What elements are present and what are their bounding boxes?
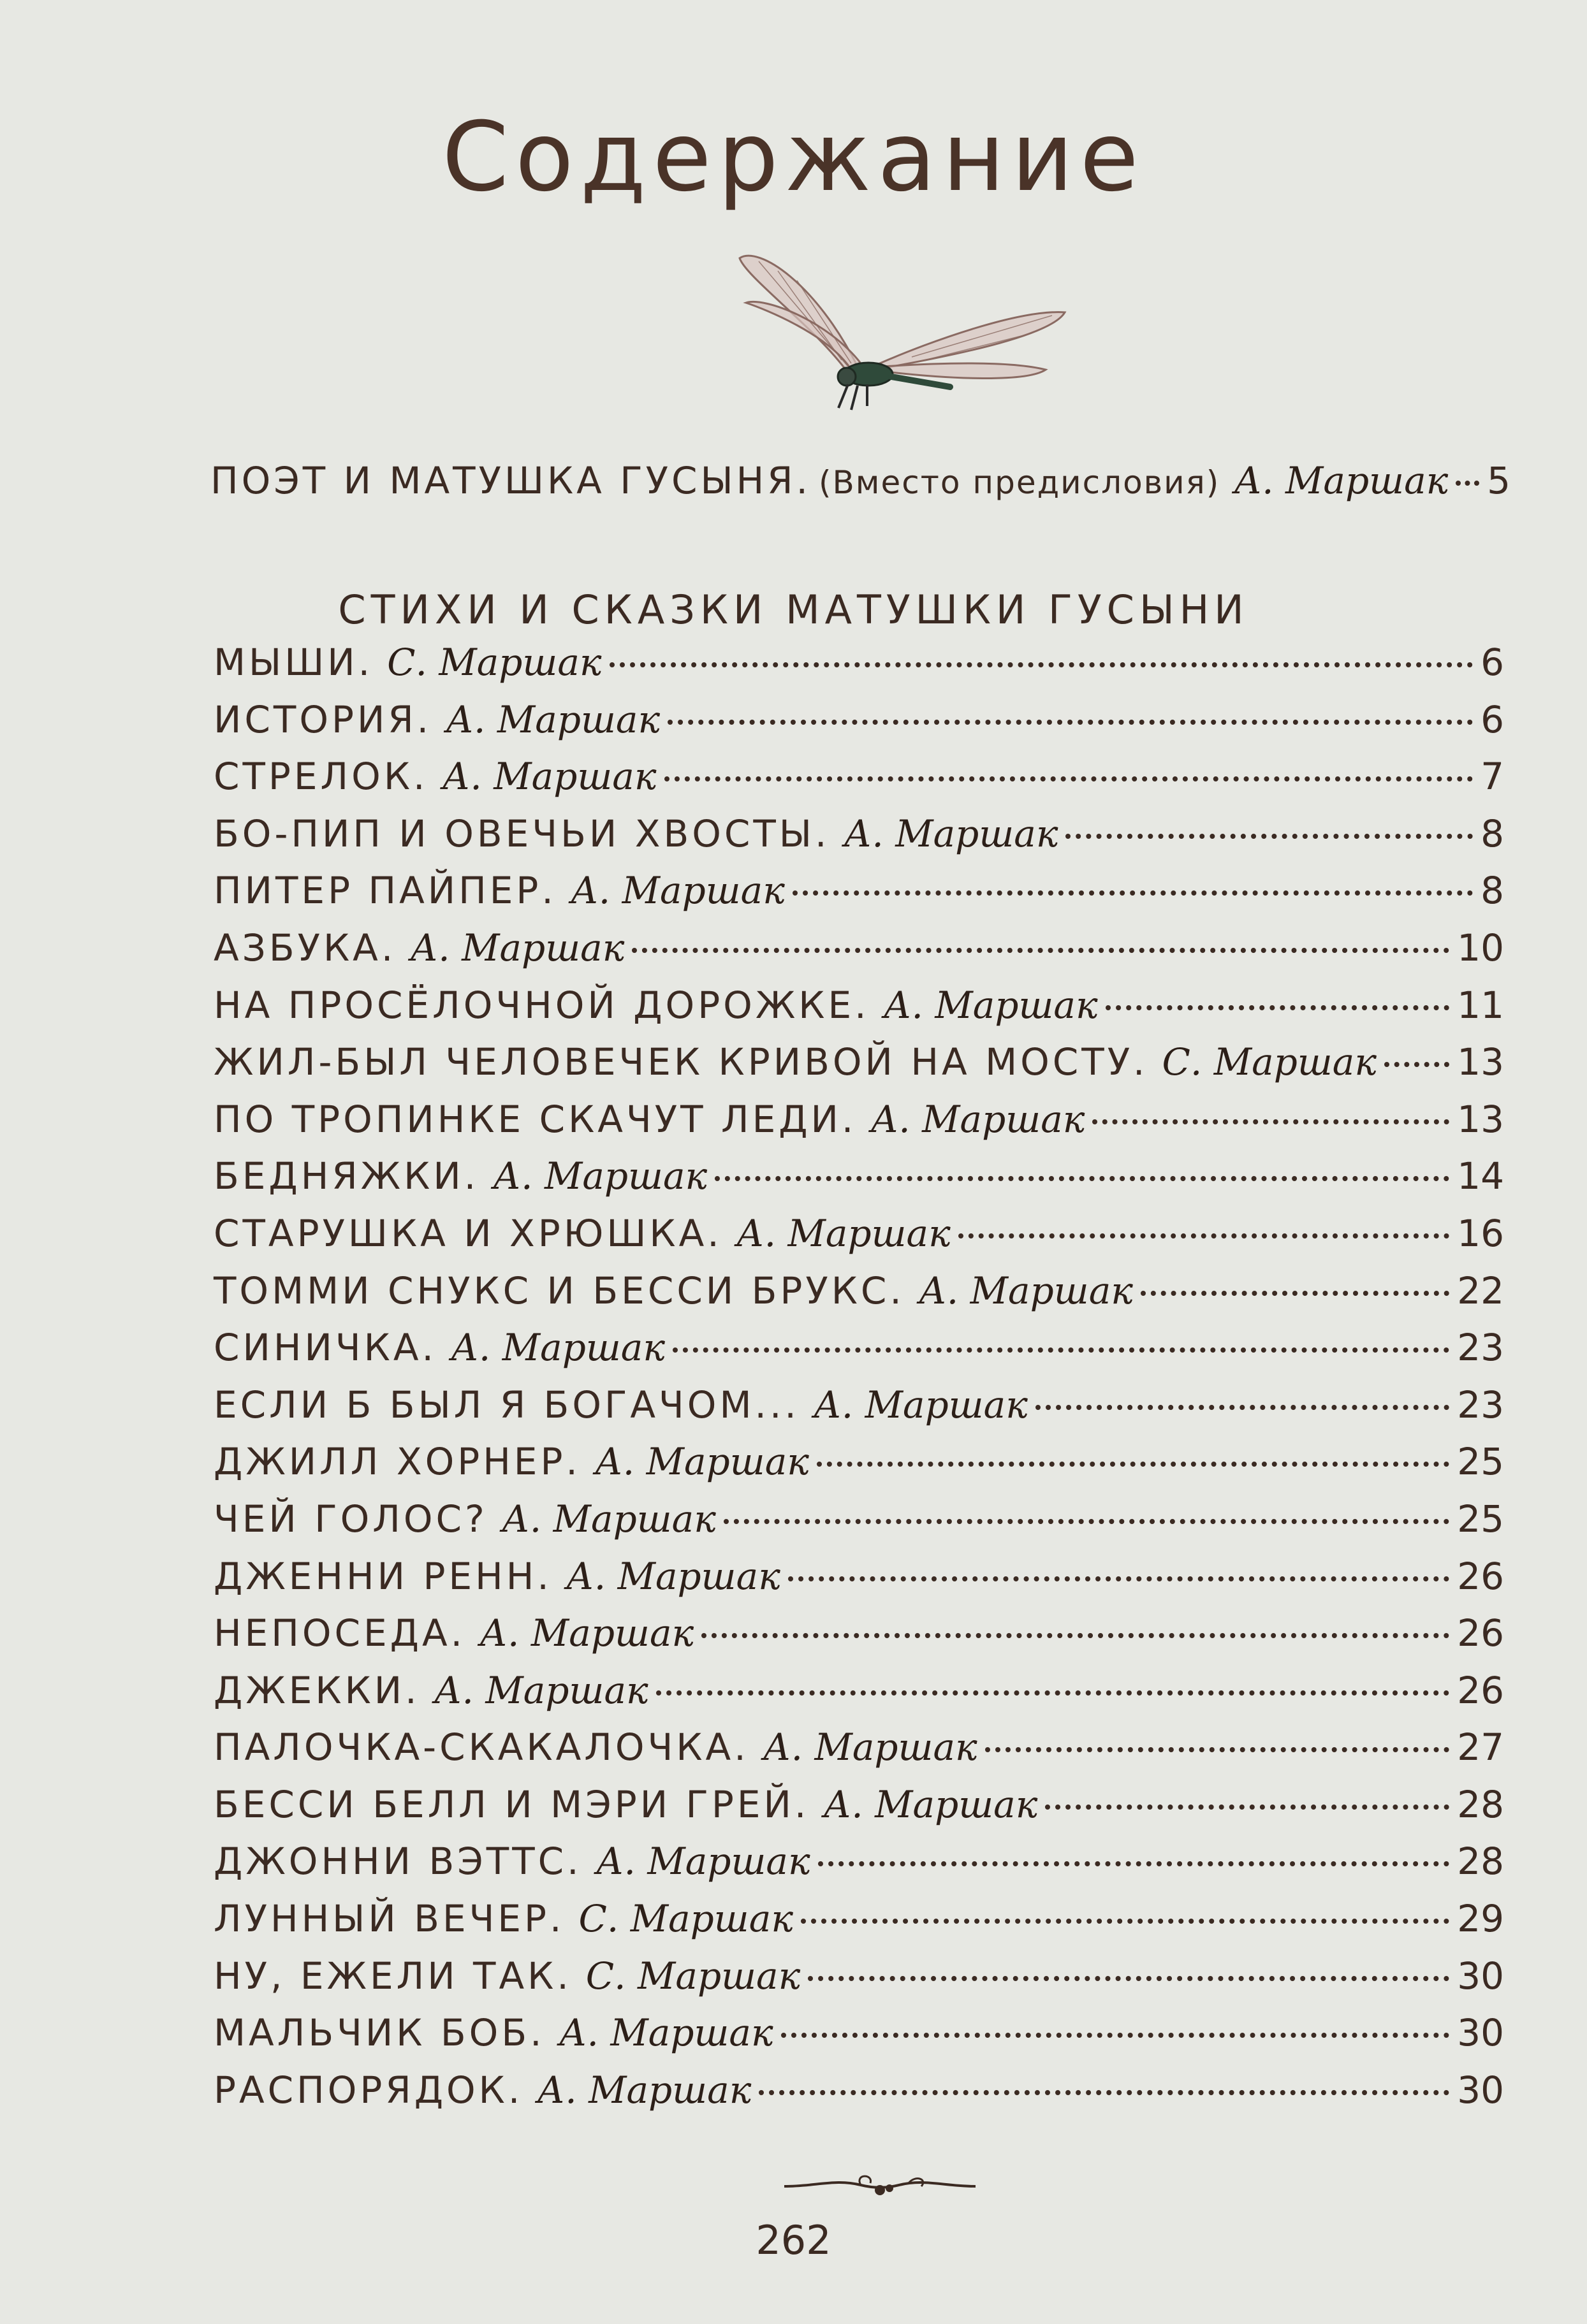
entry-page-number: 14 bbox=[1457, 1154, 1504, 1198]
entry-page-number: 8 bbox=[1481, 811, 1504, 855]
entry-title: РАСПОРЯДОК. bbox=[214, 2068, 523, 2112]
entry-author: А. Маршак bbox=[570, 869, 785, 913]
entry-author: А. Маршак bbox=[501, 1497, 716, 1541]
entry-title: НЕПОСЕДА. bbox=[214, 1611, 466, 1655]
entry-page-number: 26 bbox=[1457, 1554, 1504, 1598]
entry-page-number: 25 bbox=[1457, 1497, 1504, 1541]
dot-leader bbox=[801, 1919, 1449, 1924]
toc-entry bbox=[214, 1440, 1504, 1497]
dot-leader bbox=[610, 662, 1474, 667]
dot-leader bbox=[1045, 1805, 1449, 1810]
section-title: СТИХИ И СКАЗКИ МАТУШКИ ГУСЫНИ bbox=[338, 586, 1249, 633]
dot-leader bbox=[664, 776, 1474, 781]
dot-leader bbox=[817, 1462, 1449, 1467]
toc-list bbox=[214, 641, 1504, 2125]
entry-page-number: 11 bbox=[1457, 983, 1504, 1027]
intro-title: ПОЭТ И МАТУШКА ГУСЫНЯ. bbox=[210, 459, 811, 502]
entry-author: С. Маршак bbox=[578, 1897, 793, 1941]
toc-entry bbox=[214, 1669, 1504, 1726]
toc-entry bbox=[214, 755, 1504, 812]
dot-leader bbox=[781, 2033, 1450, 2038]
entry-title: ДЖИЛЛ ХОРНЕР. bbox=[214, 1440, 581, 1484]
entry-page-number: 6 bbox=[1481, 641, 1504, 684]
toc-entry bbox=[214, 1098, 1504, 1155]
dot-leader bbox=[632, 948, 1449, 953]
toc-entry bbox=[214, 1897, 1504, 1954]
entry-page-number: 29 bbox=[1457, 1897, 1504, 1941]
entry-title: НУ, ЕЖЕЛИ ТАК. bbox=[214, 1954, 572, 1998]
toc-entry bbox=[214, 698, 1504, 755]
entry-page-number: 30 bbox=[1457, 2011, 1504, 2055]
entry-title: ДЖЕККИ. bbox=[214, 1668, 420, 1712]
dot-leader bbox=[1092, 1119, 1449, 1124]
entry-author: А. Маршак bbox=[596, 1840, 810, 1884]
entry-title: БО-ПИП И ОВЕЧЬИ ХВОСТЫ. bbox=[214, 811, 830, 855]
toc-entry bbox=[214, 2011, 1504, 2068]
entry-page-number: 13 bbox=[1457, 1040, 1504, 1084]
entry-title: МЫШИ. bbox=[214, 641, 374, 684]
entry-title: ЕСЛИ Б БЫЛ Я БОГАЧОМ... bbox=[214, 1383, 800, 1427]
toc-entry bbox=[214, 1840, 1504, 1897]
entry-title: ЧЕЙ ГОЛОС? bbox=[214, 1497, 488, 1541]
toc-entry bbox=[214, 812, 1504, 869]
entry-author: А. Маршак bbox=[434, 1668, 648, 1712]
page-heading: Содержание bbox=[442, 102, 1145, 213]
dot-leader bbox=[818, 1861, 1450, 1866]
dot-leader bbox=[1384, 1062, 1449, 1067]
toc-entry bbox=[214, 1725, 1504, 1783]
entry-title: ПИТЕР ПАЙПЕР. bbox=[214, 869, 557, 913]
entry-page-number: 23 bbox=[1457, 1383, 1504, 1427]
entry-page-number: 26 bbox=[1457, 1668, 1504, 1712]
entry-title: ЛУННЫЙ ВЕЧЕР. bbox=[214, 1897, 565, 1941]
entry-author: А. Маршак bbox=[736, 1211, 951, 1255]
dot-leader bbox=[793, 890, 1473, 896]
toc-entry bbox=[214, 1383, 1504, 1441]
entry-author: А. Маршак bbox=[763, 1725, 977, 1769]
dot-leader bbox=[1035, 1405, 1449, 1410]
entry-page-number: 13 bbox=[1457, 1097, 1504, 1141]
dot-leader bbox=[1065, 834, 1473, 839]
dot-leader bbox=[1456, 481, 1479, 486]
dot-leader bbox=[759, 2090, 1449, 2095]
toc-entry bbox=[214, 1269, 1504, 1326]
entry-author: А. Маршак bbox=[410, 926, 625, 970]
entry-page-number: 22 bbox=[1457, 1268, 1504, 1312]
entry-title: АЗБУКА. bbox=[214, 926, 397, 970]
entry-page-number: 30 bbox=[1457, 2068, 1504, 2112]
toc-entry bbox=[214, 1954, 1504, 2012]
entry-page-number: 27 bbox=[1457, 1725, 1504, 1769]
toc-entry bbox=[214, 1040, 1504, 1098]
dot-leader bbox=[656, 1690, 1450, 1696]
entry-author: А. Маршак bbox=[870, 1097, 1085, 1141]
toc-entry bbox=[214, 926, 1504, 984]
intro-page-number: 5 bbox=[1487, 459, 1510, 502]
dot-leader bbox=[808, 1976, 1449, 1981]
intro-entry bbox=[210, 459, 1510, 529]
toc-entry bbox=[214, 869, 1504, 926]
toc-entry bbox=[214, 1212, 1504, 1269]
entry-page-number: 6 bbox=[1481, 697, 1504, 741]
entry-page-number: 26 bbox=[1457, 1611, 1504, 1655]
entry-title: СТАРУШКА И ХРЮШКА. bbox=[214, 1211, 722, 1255]
entry-author: А. Маршак bbox=[493, 1154, 708, 1198]
entry-author: А. Маршак bbox=[450, 1326, 665, 1370]
entry-page-number: 23 bbox=[1457, 1326, 1504, 1370]
intro-subtitle: (Вместо предисловия) bbox=[819, 464, 1220, 501]
entry-author: А. Маршак bbox=[559, 2011, 773, 2055]
entry-page-number: 10 bbox=[1457, 926, 1504, 970]
vine-ornament-icon bbox=[778, 2167, 982, 2205]
toc-entry bbox=[214, 1555, 1504, 1612]
entry-author: А. Маршак bbox=[918, 1268, 1133, 1312]
entry-title: ДЖЕННИ РЕНН. bbox=[214, 1554, 552, 1598]
entry-author: С. Маршак bbox=[387, 641, 602, 684]
entry-page-number: 28 bbox=[1457, 1782, 1504, 1826]
toc-entry bbox=[214, 1154, 1504, 1212]
dot-leader bbox=[701, 1633, 1449, 1638]
dot-leader bbox=[673, 1347, 1449, 1353]
toc-entry bbox=[214, 1497, 1504, 1555]
entry-page-number: 28 bbox=[1457, 1840, 1504, 1884]
entry-title: БЕДНЯЖКИ. bbox=[214, 1154, 479, 1198]
entry-title: СИНИЧКА. bbox=[214, 1326, 437, 1370]
entry-page-number: 25 bbox=[1457, 1440, 1504, 1484]
dot-leader bbox=[724, 1519, 1449, 1524]
toc-entry bbox=[214, 1611, 1504, 1669]
dragonfly-icon bbox=[720, 233, 1078, 418]
entry-author: А. Маршак bbox=[813, 1383, 1028, 1427]
dot-leader bbox=[1141, 1291, 1449, 1296]
toc-entry bbox=[214, 2068, 1504, 2126]
dot-leader bbox=[985, 1747, 1449, 1752]
dot-leader bbox=[668, 720, 1473, 725]
intro-author: А. Маршак bbox=[1234, 459, 1449, 502]
entry-page-number: 7 bbox=[1481, 755, 1504, 799]
toc-entry bbox=[214, 641, 1504, 698]
entry-author: А. Маршак bbox=[844, 811, 1058, 855]
entry-author: А. Маршак bbox=[442, 755, 657, 799]
entry-author: А. Маршак bbox=[479, 1611, 694, 1655]
entry-author: А. Маршак bbox=[566, 1554, 780, 1598]
page-number: 262 bbox=[756, 2217, 831, 2263]
entry-title: БЕССИ БЕЛЛ И МЭРИ ГРЕЙ. bbox=[214, 1782, 810, 1826]
entry-title: ТОММИ СНУКС И БЕССИ БРУКС. bbox=[214, 1268, 905, 1312]
entry-title: ПАЛОЧКА-СКАКАЛОЧКА. bbox=[214, 1725, 749, 1769]
entry-title: СТРЕЛОК. bbox=[214, 755, 428, 799]
toc-entry bbox=[214, 1783, 1504, 1840]
entry-page-number: 16 bbox=[1457, 1211, 1504, 1255]
entry-page-number: 8 bbox=[1481, 869, 1504, 913]
toc-entry bbox=[214, 1326, 1504, 1383]
dot-leader bbox=[958, 1233, 1449, 1238]
entry-title: ЖИЛ-БЫЛ ЧЕЛОВЕЧЕК КРИВОЙ НА МОСТУ. bbox=[214, 1040, 1148, 1084]
entry-author: А. Маршак bbox=[823, 1782, 1038, 1826]
entry-author: С. Маршак bbox=[1162, 1040, 1377, 1084]
dot-leader bbox=[715, 1176, 1449, 1181]
entry-page-number: 30 bbox=[1457, 1954, 1504, 1998]
entry-author: А. Маршак bbox=[883, 983, 1098, 1027]
entry-title: НА ПРОСЁЛОЧНОЙ ДОРОЖКЕ. bbox=[214, 983, 870, 1027]
entry-author: А. Маршак bbox=[537, 2068, 752, 2112]
entry-title: ПО ТРОПИНКЕ СКАЧУТ ЛЕДИ. bbox=[214, 1097, 857, 1141]
entry-title: ДЖОННИ ВЭТТС. bbox=[214, 1840, 582, 1884]
dot-leader bbox=[1106, 1005, 1450, 1010]
entry-author: А. Маршак bbox=[594, 1440, 809, 1484]
entry-title: МАЛЬЧИК БОБ. bbox=[214, 2011, 545, 2055]
dot-leader bbox=[788, 1576, 1449, 1581]
entry-author: С. Маршак bbox=[585, 1954, 801, 1998]
entry-title: ИСТОРИЯ. bbox=[214, 697, 432, 741]
toc-entry bbox=[214, 984, 1504, 1041]
entry-author: А. Маршак bbox=[446, 697, 661, 741]
